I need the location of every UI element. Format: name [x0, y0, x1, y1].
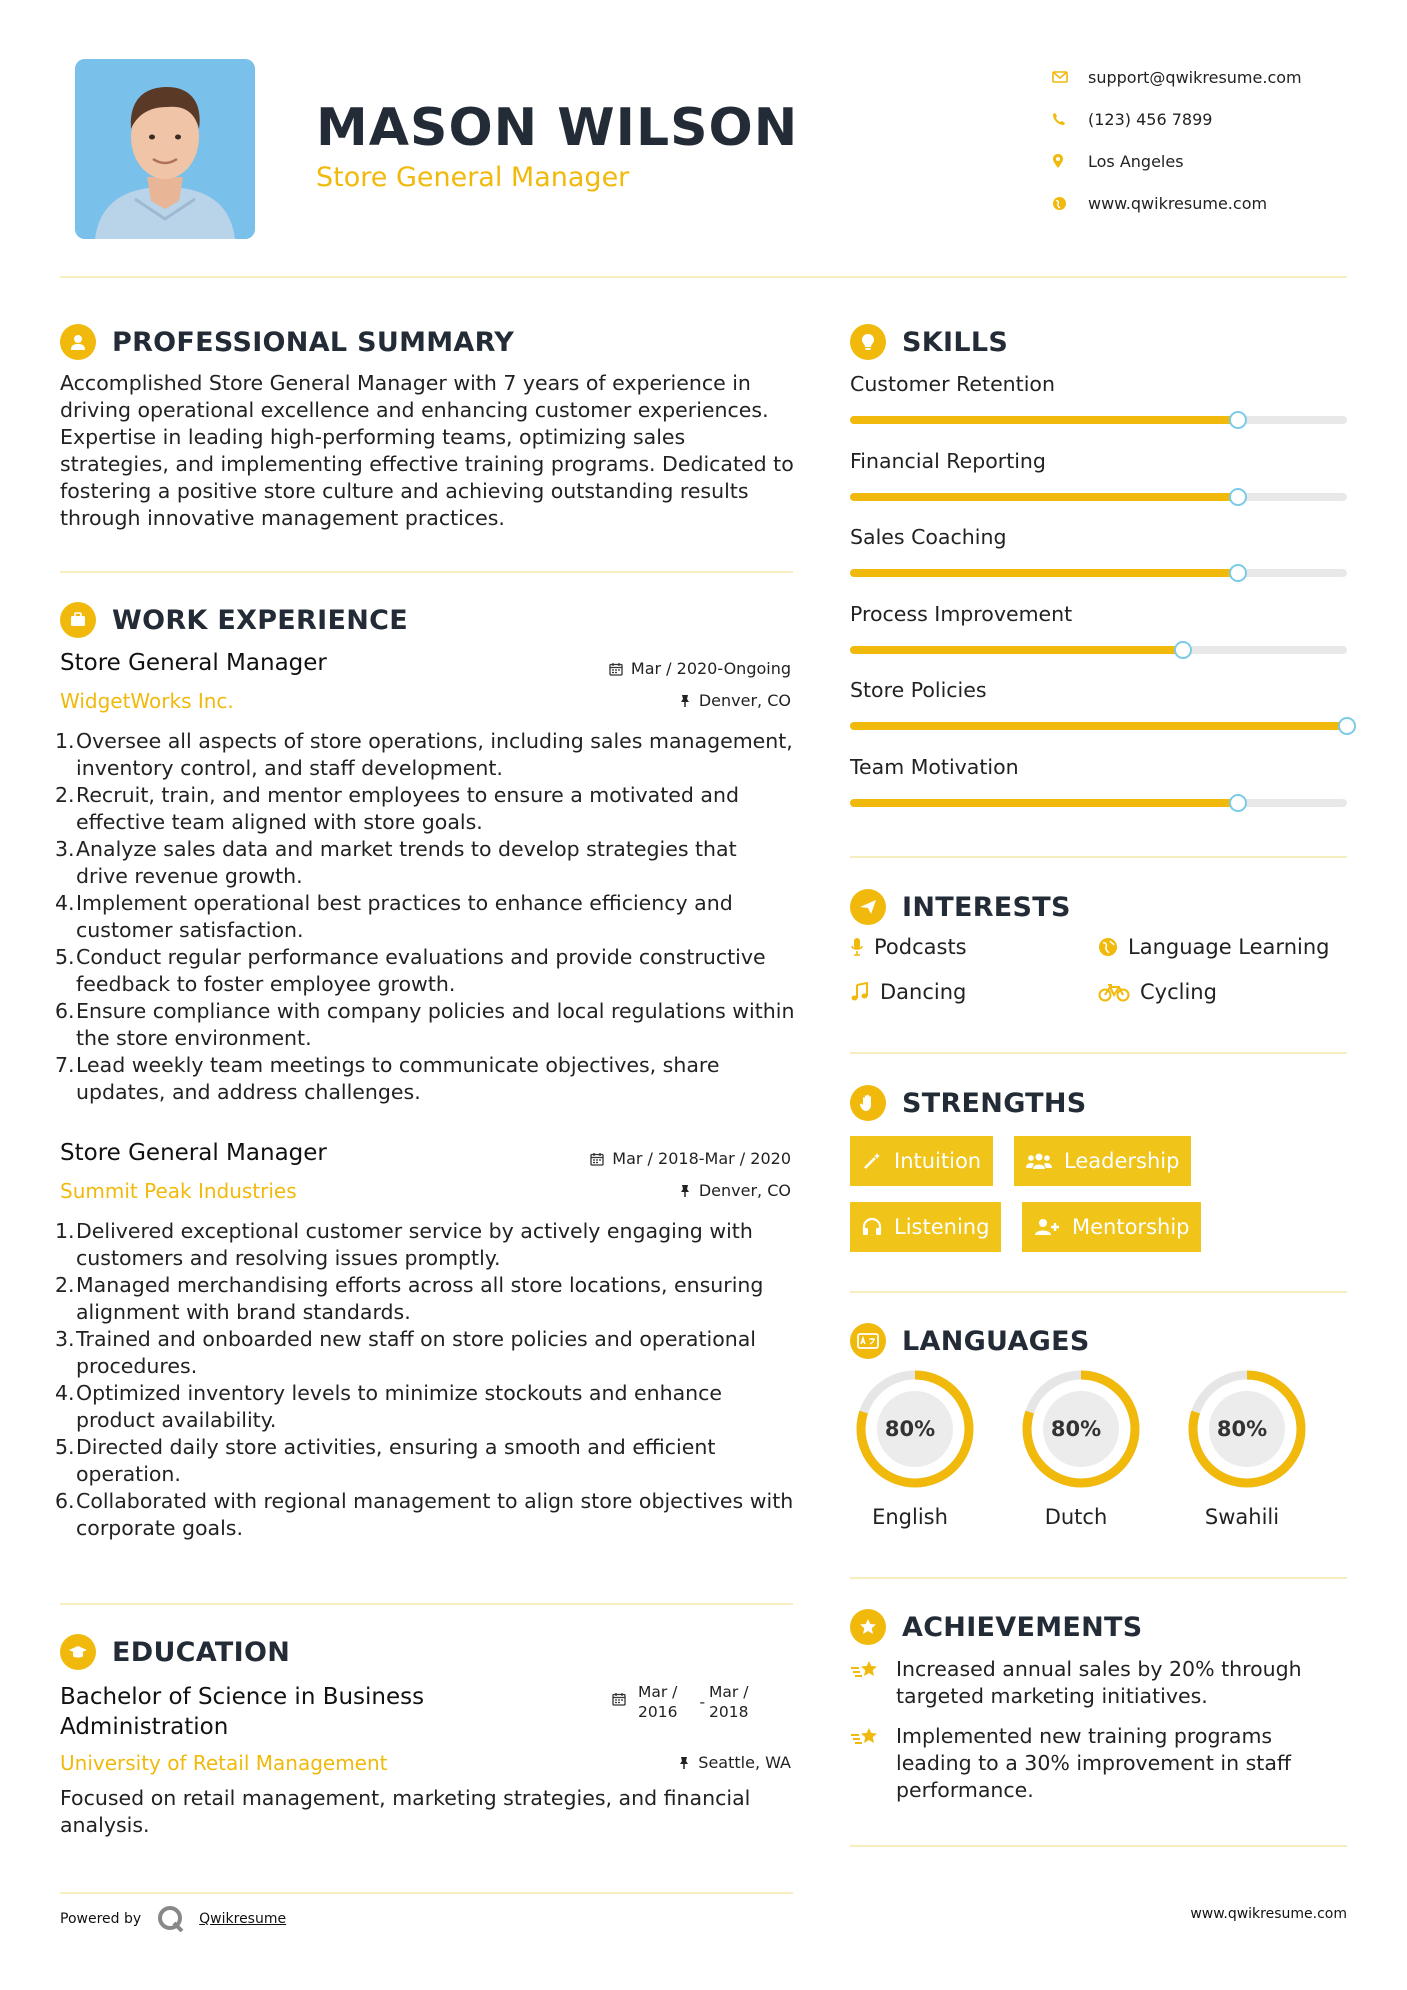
skill-bar-fill [850, 722, 1347, 730]
skill-bar [850, 799, 1347, 807]
interests-header [850, 889, 1071, 925]
skill-bar-fill [850, 799, 1238, 807]
skills-header [850, 324, 1008, 360]
job-2-location [679, 1181, 791, 1200]
user-icon [60, 324, 96, 360]
education-degree [60, 1682, 424, 1742]
contact-email-text: support@qwikresume.com [1088, 67, 1302, 87]
contact-location-text: Los Angeles [1088, 151, 1184, 171]
duty-item: Trained and onboarded new staff on store policies and operational procedures. [76, 1327, 757, 1378]
header-divider [60, 276, 1347, 278]
duty-item: Oversee all aspects of store operations, including sales management, inventory control, and staff development. [76, 729, 793, 780]
globe-icon [1098, 937, 1118, 957]
footer-website[interactable]: www.qwikresume.com [1190, 1906, 1347, 1922]
interests-heading: INTERESTS [902, 891, 1071, 923]
strength-label: Leadership [1064, 1149, 1180, 1173]
duty-item: Ensure compliance with company policies and local regulations within the store environment. [76, 999, 795, 1050]
contact-phone[interactable] [1050, 98, 1302, 140]
summary-header [60, 324, 514, 360]
job-1-location-text: Denver, CO [698, 691, 791, 710]
language-percent: 80% [1216, 1417, 1268, 1441]
education-degree-line-2: Administration [60, 1714, 229, 1740]
job-1-duties [55, 728, 795, 1106]
education-degree-line-1: Bachelor of Science in Business [60, 1684, 425, 1710]
summary-heading: PROFESSIONAL SUMMARY [112, 326, 515, 358]
job-2-date [590, 1149, 791, 1168]
skills-heading: SKILLS [902, 326, 1009, 358]
language-name: English [872, 1505, 948, 1529]
skill-bar-fill [850, 493, 1238, 501]
skill-bar [850, 722, 1347, 730]
education-location-text: Seattle, WA [698, 1753, 791, 1772]
qwikresume-link[interactable]: Qwikresume [199, 1911, 287, 1927]
microphone-icon [850, 937, 864, 957]
interest-language-learning [1098, 935, 1329, 959]
contact-list [1050, 56, 1302, 224]
skill-name: Financial Reporting [850, 448, 1046, 473]
users-icon [1026, 1151, 1052, 1171]
shooting-star-icon [850, 1658, 882, 1682]
job-2-title: Store General Manager [60, 1140, 327, 1166]
contact-website-text: www.qwikresume.com [1088, 193, 1268, 213]
job-2-duties [55, 1218, 795, 1542]
footer-powered-by [60, 1903, 286, 1935]
interest-label: Language Learning [1128, 935, 1330, 959]
strengths-heading: STRENGTHS [902, 1087, 1087, 1119]
job-1-date [609, 659, 791, 678]
graduation-cap-icon [60, 1634, 96, 1670]
job-1-company: WidgetWorks Inc. [60, 689, 234, 713]
education-divider [60, 1892, 793, 1894]
skill-bar-knob [1338, 717, 1356, 735]
education-end-line-2: 2018 [709, 1703, 749, 1721]
location-pin-icon [1050, 151, 1088, 171]
star-badge-icon [850, 1609, 886, 1645]
language-item [850, 1369, 980, 1529]
job-2-location-text: Denver, CO [698, 1181, 791, 1200]
skill-bar-knob [1174, 641, 1192, 659]
achievement-text: Increased annual sales by 20% through targeted marketing initiatives. [896, 1657, 1302, 1708]
job-1-date-text: Mar / 2020-Ongoing [630, 659, 791, 678]
contact-phone-text: (123) 456 7899 [1088, 109, 1213, 129]
language-percent: 80% [884, 1417, 936, 1441]
duty-item: Recruit, train, and mentor employees to ensure a motivated and effective team aligned with store goals. [76, 783, 739, 834]
hand-icon [850, 1085, 886, 1121]
strength-label: Intuition [894, 1149, 982, 1173]
interest-dancing [850, 980, 966, 1004]
education-school: University of Retail Management [60, 1751, 388, 1775]
achievement-text: Implemented new training programs leading to a 30% improvement in staff performance. [896, 1724, 1292, 1802]
duty-item: Delivered exceptional customer service by actively engaging with customers and resolving issues promptly. [76, 1219, 753, 1270]
skill-bar-fill [850, 646, 1183, 654]
duty-item: Directed daily store activities, ensuring a smooth and efficient operation. [76, 1435, 716, 1486]
education-end-line-1: Mar / [709, 1683, 749, 1701]
achievement-item [850, 1723, 1320, 1804]
skill-bar [850, 646, 1347, 654]
education-header [60, 1634, 290, 1670]
duty-item: Managed merchandising efforts across all store locations, ensuring alignment with brand standards. [76, 1273, 764, 1324]
skill-bar [850, 493, 1347, 501]
education-heading: EDUCATION [112, 1636, 291, 1668]
education-start-line-1: Mar / [638, 1683, 678, 1701]
qwikresume-logo-icon [155, 1903, 187, 1935]
education-start-line-2: 2016 [638, 1703, 678, 1721]
interest-label: Cycling [1140, 980, 1217, 1004]
profile-photo [75, 59, 255, 239]
strength-tag-leadership [1014, 1136, 1191, 1186]
job-1-title: Store General Manager [60, 650, 327, 676]
duty-item: Conduct regular performance evaluations and provide constructive feedback to foster employee growth. [76, 945, 766, 996]
skill-bar-knob [1229, 564, 1247, 582]
lightbulb-icon [850, 324, 886, 360]
language-name: Swahili [1204, 1505, 1280, 1529]
language-card-icon [850, 1323, 886, 1359]
achievements-heading: ACHIEVEMENTS [902, 1611, 1143, 1643]
skill-name: Store Policies [850, 678, 987, 702]
achievements-divider [850, 1845, 1347, 1847]
job-2-date-text: Mar / 2018-Mar / 2020 [612, 1149, 791, 1168]
calendar-icon [609, 662, 623, 676]
language-item [1016, 1369, 1146, 1529]
powered-by-text: Powered by [60, 1911, 142, 1927]
strength-tag-intuition [850, 1136, 993, 1186]
experience-header [60, 602, 408, 638]
summary-text: Accomplished Store General Manager with 7 years of experience in driving operational excellence and enhancing customer experiences. Expertise in leading high-performing teams, optimizing sales strategies, and implementing effective training programs. Dedicated to fostering a positive store culture and achieving outstanding results through innovative management practices. [60, 371, 794, 530]
skill-bar-knob [1229, 488, 1247, 506]
interest-label: Dancing [880, 980, 967, 1004]
strengths-divider [850, 1291, 1347, 1293]
experience-heading: WORK EXPERIENCE [112, 604, 408, 636]
skill-bar [850, 569, 1347, 577]
calendar-icon [612, 1692, 626, 1706]
job-2-company: Summit Peak Industries [60, 1179, 297, 1203]
summary-divider [60, 571, 793, 573]
strength-tag-mentorship [1022, 1202, 1201, 1252]
interest-label: Podcasts [874, 935, 967, 959]
skill-name: Sales Coaching [850, 525, 1007, 549]
candidate-name: MASON WILSON [316, 98, 799, 158]
bicycle-icon [1098, 982, 1130, 1002]
duty-item: Lead weekly team meetings to communicate objectives, share updates, and address challenges. [76, 1053, 720, 1104]
calendar-icon [590, 1152, 604, 1166]
interests-divider [850, 1052, 1347, 1054]
email-icon [1050, 67, 1088, 87]
contact-email[interactable] [1050, 56, 1302, 98]
education-date-separator: - [699, 1693, 706, 1711]
skill-bar-fill [850, 416, 1238, 424]
skill-name: Process Improvement [850, 601, 1073, 626]
phone-icon [1050, 109, 1088, 129]
languages-heading: LANGUAGES [902, 1325, 1090, 1357]
language-name: Dutch [1044, 1505, 1108, 1529]
skill-bar-knob [1229, 794, 1247, 812]
pushpin-icon [679, 694, 691, 708]
briefcase-icon [60, 602, 96, 638]
achievements-header [850, 1609, 1143, 1645]
headphones-icon [862, 1217, 882, 1237]
strength-label: Mentorship [1072, 1215, 1190, 1239]
duty-item: Analyze sales data and market trends to develop strategies that drive revenue growth. [76, 837, 737, 888]
pushpin-icon [679, 1184, 691, 1198]
interest-podcasts [850, 935, 967, 959]
language-percent: 80% [1050, 1417, 1102, 1441]
paper-plane-icon [850, 889, 886, 925]
shooting-star-icon [850, 1725, 882, 1749]
achievement-item [850, 1656, 1320, 1710]
pushpin-icon [678, 1756, 690, 1770]
contact-location [1050, 140, 1302, 182]
user-plus-icon [1034, 1217, 1060, 1237]
music-note-icon [850, 982, 870, 1002]
job-1-location [679, 691, 791, 710]
globe-icon [1050, 193, 1088, 213]
skills-divider [850, 856, 1347, 858]
strength-label: Listening [894, 1215, 990, 1239]
language-item [1182, 1369, 1312, 1529]
magic-wand-icon [862, 1151, 882, 1171]
education-location [678, 1753, 791, 1772]
skill-name: Team Motivation [850, 754, 1019, 779]
skill-bar [850, 416, 1347, 424]
duty-item: Implement operational best practices to enhance efficiency and customer satisfaction. [76, 891, 733, 942]
contact-website[interactable] [1050, 182, 1302, 224]
skill-bar-knob [1229, 411, 1247, 429]
candidate-title: Store General Manager [316, 162, 630, 193]
duty-item: Collaborated with regional management to align store objectives with corporate goals. [76, 1489, 794, 1540]
skill-bar-fill [850, 569, 1238, 577]
skill-name: Customer Retention [850, 372, 1055, 396]
languages-header [850, 1323, 1090, 1359]
strength-tag-listening [850, 1202, 1001, 1252]
interest-cycling [1098, 980, 1217, 1004]
duty-item: Optimized inventory levels to minimize stockouts and enhance product availability. [76, 1381, 723, 1432]
experience-divider [60, 1603, 793, 1605]
education-date [612, 1682, 749, 1722]
education-description: Focused on retail management, marketing strategies, and financial analysis. [60, 1786, 751, 1837]
strengths-header [850, 1085, 1087, 1121]
languages-divider [850, 1577, 1347, 1579]
